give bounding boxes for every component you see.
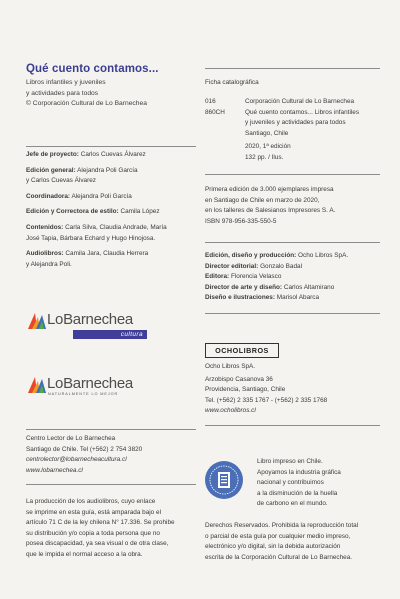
impreso-line: a la disminución de la huella <box>257 489 338 497</box>
staff-row <box>205 251 348 262</box>
staff-row <box>205 272 348 283</box>
legal-line: su distribución y/o copia a toda persona que no <box>26 529 160 537</box>
centro-email: centrolector@lobarnecheacultura.cl <box>26 456 127 464</box>
impreso-en-chile-seal-icon <box>204 460 244 500</box>
staff-label: Director de arte y diseño: <box>205 283 283 291</box>
publisher-city: Providencia, Santiago, Chile <box>205 386 286 394</box>
staff-list <box>205 251 348 304</box>
centro-web: www.lobarnechea.cl <box>26 466 83 474</box>
credit-label: Audiolibros: <box>26 250 64 258</box>
credit-value: Alejandra Poli García <box>77 166 138 174</box>
legal-line: posea discapacidad, ya sea visual o de otra clase, <box>26 540 169 548</box>
right-divider-3 <box>205 242 380 243</box>
rights-line: escrita de la Corporación Cultural de Lo Barnechea. <box>205 553 353 561</box>
rights-line: Derechos Reservados. Prohibida la reproducción total <box>205 522 359 529</box>
logo-tagline: NATURALMENTE LO MEJOR <box>48 392 119 396</box>
ficha-line: 2020, 1ª edición <box>245 143 291 151</box>
credit-row <box>26 150 167 161</box>
right-divider-2 <box>205 174 380 175</box>
credit-value: y Alejandra Poli. <box>26 260 72 268</box>
credit-value: Alejandra Poli García <box>71 192 132 200</box>
ficha-codes <box>205 97 225 118</box>
staff-value: Ocho Libros SpA. <box>298 252 349 259</box>
subtitle-line: y actividades para todos <box>26 89 99 97</box>
legal-line: La producción de los audiolibros, cuyo enlace <box>26 498 156 505</box>
impreso-line: Apoyamos la industria gráfica <box>257 468 341 476</box>
ficha-code: 860CH <box>205 108 225 116</box>
staff-row <box>205 262 348 273</box>
publisher-street: Arzobispo Casanova 36 <box>205 375 273 383</box>
right-divider-5 <box>205 425 380 426</box>
publisher-web: www.ocholibros.cl <box>205 407 256 415</box>
credit-value: y Carlos Cuevas Álvarez <box>26 177 96 185</box>
credit-value: José Tapia, Bárbara Echard y Hugo Hinojosa. <box>26 234 156 242</box>
edition-line: en los talleres de Salesianos Impresores S. A. <box>205 207 336 215</box>
credit-value: Carla Silva, Claudia Andrade, María <box>65 223 167 231</box>
credit-value: Camila López <box>120 208 160 216</box>
ficha-line: Qué cuento contamos... Libros infantiles <box>245 108 360 116</box>
credit-label: Edición y Correctora de estilo: <box>26 208 119 216</box>
credit-row <box>26 223 167 234</box>
logo-cultura-tag: cultura <box>73 330 147 339</box>
ficha-body <box>245 97 359 164</box>
staff-row <box>205 293 348 304</box>
right-divider-4 <box>205 313 380 314</box>
centro-address: Santiago de Chile. Tel (+562) 2 754 3820 <box>26 445 143 453</box>
credit-value: Carlos Cuevas Álvarez <box>80 151 146 158</box>
credit-row <box>26 234 167 245</box>
impreso-line: nacional y contribuimos <box>257 479 324 487</box>
publisher-info <box>205 362 327 417</box>
impreso-en-chile-note <box>257 457 341 510</box>
ocholibros-logo: OCHOLIBROS <box>205 343 279 358</box>
staff-value: Marisol Abarca <box>276 294 320 302</box>
publisher-tel: Tel. (+562) 2 335 1767 - (+562) 2 335 1768 <box>205 396 328 404</box>
rights-reserved <box>205 521 358 563</box>
credit-row <box>26 260 167 271</box>
right-divider-top <box>205 68 380 69</box>
audiobook-legal-note <box>26 497 175 561</box>
rights-line: o parcial de esta guía por cualquier medio impreso, <box>205 532 351 540</box>
staff-value: Florencia Velasco <box>230 273 282 281</box>
credits-list <box>26 150 167 270</box>
rights-line: electrónico y/o digital, sin la debida autorización <box>205 543 341 551</box>
ficha-code: 016 <box>205 98 216 105</box>
book-subtitle <box>26 78 147 110</box>
credit-row <box>26 192 167 203</box>
legal-line: se imprime en esta guía, está amparada bajo el <box>26 508 161 516</box>
credit-value: Camila Jara, Claudia Herrera <box>65 250 149 258</box>
staff-label: Diseño e ilustraciones: <box>205 294 275 302</box>
edition-info <box>205 185 335 227</box>
credit-label: Coordinadora: <box>26 192 71 200</box>
lobarnechea-mark-icon <box>26 373 48 395</box>
edition-line: en Santiago de Chile en marzo de 2020, <box>205 196 320 204</box>
publisher-name: Ocho Libros SpA. <box>205 363 256 370</box>
impreso-line: de carbono en el mundo. <box>257 500 328 508</box>
ficha-line: Corporación Cultural de Lo Barnechea <box>245 98 355 105</box>
isbn: ISBN 978-956-335-550-5 <box>205 217 277 225</box>
subtitle-line: © Corporación Cultural de Lo Barnechea <box>26 100 147 108</box>
left-divider-3 <box>26 484 196 485</box>
credit-label: Edición general: <box>26 166 76 174</box>
logo-brand-text: LoBarnechea <box>47 375 133 392</box>
staff-value: Carlos Altamirano <box>283 283 335 291</box>
centro-lector-info <box>26 434 142 476</box>
logo-brand-text: LoBarnechea <box>47 311 133 328</box>
ficha-line: y juveniles y actividades para todos <box>245 119 346 127</box>
ficha-line: 132 pp. / Ilus. <box>245 153 284 161</box>
credit-row <box>26 166 167 177</box>
ficha-label: Ficha catalográfica <box>205 79 259 86</box>
book-title: Qué cuento contamos... <box>26 63 159 75</box>
edition-line: Primera edición de 3.000 ejemplares impresa <box>205 186 334 193</box>
credit-row <box>26 207 167 218</box>
staff-label: Edición, diseño y producción: <box>205 252 297 259</box>
credit-label: Jefe de proyecto: <box>26 151 79 158</box>
ficha-line: Santiago, Chile <box>245 129 289 137</box>
centro-name: Centro Lector de Lo Barnechea <box>26 435 116 442</box>
legal-line: artículo 71 C de la ley chilena N° 17.336. Se prohibe <box>26 519 175 527</box>
staff-label: Director editorial: <box>205 262 259 270</box>
staff-value: Gonzalo Badal <box>260 262 302 270</box>
left-divider-2 <box>26 429 196 430</box>
legal-line: que le impida el normal acceso a la obra. <box>26 550 143 558</box>
credit-row <box>26 249 167 260</box>
impreso-line: Libro impreso en Chile. <box>257 458 323 465</box>
lobarnechea-mark-icon <box>26 309 48 331</box>
staff-label: Editora: <box>205 273 230 281</box>
credit-row <box>26 176 167 187</box>
subtitle-line: Libros infantiles y juveniles <box>26 79 106 86</box>
staff-row <box>205 283 348 294</box>
left-divider-1 <box>26 146 196 147</box>
credit-label: Contenidos: <box>26 223 64 231</box>
lobarnechea-cultura-logo <box>26 308 156 342</box>
lobarnechea-logo <box>26 373 166 403</box>
